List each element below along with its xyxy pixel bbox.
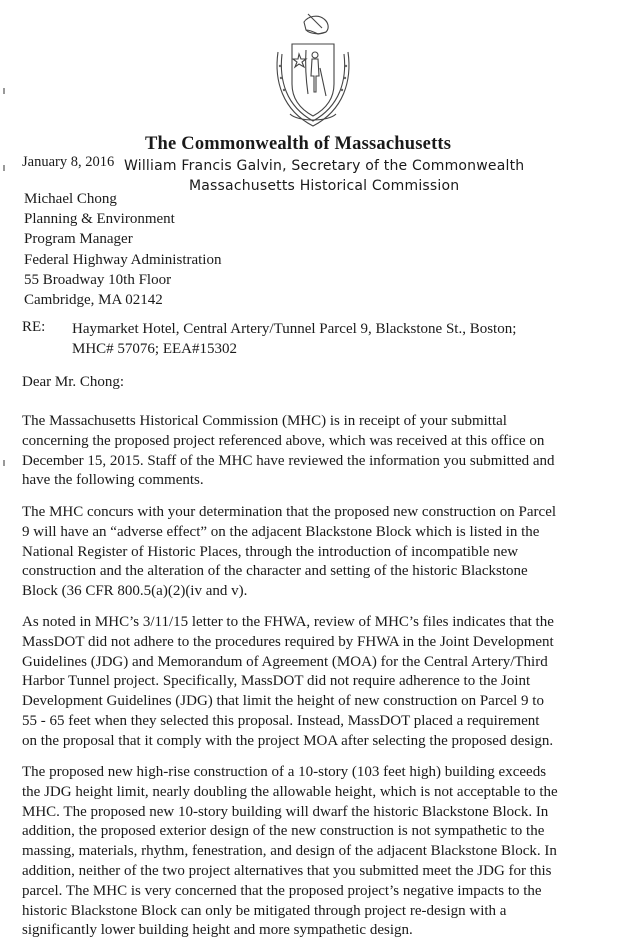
text-line: have the following comments. — [22, 472, 204, 489]
re-line: MHC# 57076; EEA#15302 — [72, 341, 237, 357]
text-line: construction and the alteration of the character and setting of the historic Blackstone — [22, 563, 528, 580]
text-line: the JDG height limit, nearly doubling the allowable height, which is not acceptable to the — [22, 783, 558, 800]
re-line: Haymarket Hotel, Central Artery/Tunnel Parcel 9, Blackstone St., Boston; — [72, 321, 517, 337]
text-line: Development Guidelines (JDG) that limit the height of new construction on Parcel 9 to — [22, 693, 544, 710]
text-line: The MHC concurs with your determination that the proposed new construction on Parcel — [22, 504, 557, 520]
scan-mark — [3, 460, 5, 466]
secretary-line: William Francis Galvin, Secretary of the Commonwealth — [124, 158, 525, 174]
commonwealth-seal-logo — [268, 10, 358, 132]
recipient-name: Michael Chong — [24, 191, 117, 207]
text-line: on the proposal that it comply with the project MOA after selecting the proposed design. — [22, 732, 554, 749]
recipient-line: Planning & Environment — [24, 211, 175, 228]
text-line: The Massachusetts Historical Commission (MHC) is in receipt of your submittal — [22, 413, 507, 429]
recipient-line: Cambridge, MA 02142 — [24, 292, 163, 309]
text-line: Harbor Tunnel project. Specifically, MassDOT did not require adherence to the Joint — [22, 673, 531, 690]
paragraph-3 — [22, 613, 554, 752]
text-line: National Register of Historic Places, through the introduction of incompatible new — [22, 543, 519, 560]
scan-mark — [3, 165, 5, 171]
paragraph-2 — [22, 503, 556, 602]
paragraph-1 — [22, 412, 555, 491]
recipient-line: Federal Highway Administration — [24, 251, 222, 268]
text-line: 55 - 65 feet when they selected this proposal. Instead, MassDOT placed a requirement — [22, 712, 540, 729]
organization-title: The Commonwealth of Massachusetts — [145, 134, 452, 154]
salutation: Dear Mr. Chong: — [22, 374, 125, 390]
text-line: concerning the proposed project referenced above, which was received at this office on — [22, 432, 545, 449]
text-line: 9 will have an “adverse effect” on the adjacent Blackstone Block which is listed in the — [22, 523, 540, 540]
text-line: parcel. The MHC is very concerned that the proposed project’s negative impacts to the — [22, 882, 542, 899]
text-line: massing, materials, rhythm, fenestration, and design of the adjacent Blackstone Block. In — [22, 843, 557, 860]
commission-line: Massachusetts Historical Commission — [189, 178, 460, 194]
text-line: historic Blackstone Block can only be mitigated through project re-design with a — [22, 902, 507, 919]
recipient-line: Program Manager — [24, 231, 133, 248]
text-line: MHC. The proposed new 10-story building will dwarf the historic Blackstone Block. In — [22, 803, 549, 820]
re-label: RE: — [22, 319, 46, 335]
text-line: addition, the proposed exterior design of the new construction is not sympathetic to the — [22, 823, 545, 840]
recipient-address — [24, 189, 221, 310]
paragraph-4 — [22, 763, 558, 941]
text-line: December 15, 2015. Staff of the MHC have reviewed the information you submitted and — [22, 452, 555, 469]
text-line: addition, neither of the two project alternatives that you submitted meet the JDG for this — [22, 862, 552, 879]
text-line: As noted in MHC’s 3/11/15 letter to the FHWA, review of MHC’s files indicates that the — [22, 614, 554, 630]
scan-mark — [3, 88, 5, 94]
re-subject — [72, 319, 516, 359]
text-line: The proposed new high-rise construction of a 10-story (103 feet high) building exceeds — [22, 764, 547, 780]
text-line: Block (36 CFR 800.5(a)(2)(iv and v). — [22, 583, 248, 600]
text-line: significantly lower building height and more sympathetic design. — [22, 922, 413, 939]
text-line: MassDOT did not adhere to the procedures required by FHWA in the Joint Development — [22, 633, 554, 650]
text-line: Guidelines (JDG) and Memorandum of Agreement (MOA) for the Central Artery/Third — [22, 653, 548, 670]
letter-date: January 8, 2016 — [22, 154, 115, 170]
recipient-line: 55 Broadway 10th Floor — [24, 271, 172, 288]
